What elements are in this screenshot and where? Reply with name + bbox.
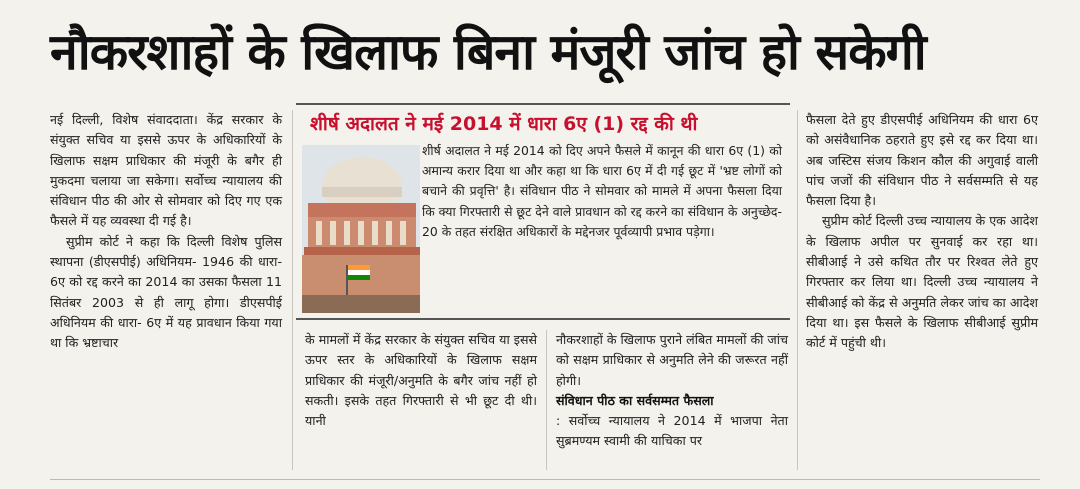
bottom-divider <box>50 479 1040 480</box>
col4-paragraph-2: सुप्रीम कोर्ट दिल्ली उच्च न्यायालय के एक आदेश के खिलाफ अपील पर सुनवाई कर रहा था। सीबीआई ने उसे कथित तौर पर रिश्वत लेते हुए गिरफ्तार कर लिया था। दिल्ली उच्च न्यायालय ने सीबीआई को केंद्र से अनुमति लेकर जांच का आदेश दिया था। इस फैसले के खिलाफ सीबीआई सुप्रीम कोर्ट में पहुंची थी। <box>806 213 1038 351</box>
column-1 <box>50 110 282 354</box>
col3-paragraph-1: नौकरशाहों के खिलाफ पुराने लंबित मामलों की जांच को सक्षम प्राधिकार से अनुमति लेने की जरूरत नहीं होगी। <box>556 332 789 388</box>
column-4 <box>806 110 1038 354</box>
feature-box-text: शीर्ष अदालत ने मई 2014 को दिए अपने फैसले में कानून की धारा 6ए (1) को अमान्य करार दिया था और कहा था कि धारा 6ए में दी गई छूट में 'भ्रष्ट लोगों को बचाने की प्रवृत्ति' है। संविधान पीठ ने सोमवार को मामले में अपना फैसला दिया कि क्या गिरफ्तारी से छूट देने वाले प्रावधान को रद्द करने का संविधान के अनुच्छेद- 20 के तहत संरक्षित अधिकारों के मद्देनजर पूर्वव्यापी प्रभाव पड़ेगा। <box>422 143 782 239</box>
col3-subhead: संविधान पीठ का सर्वसम्मत फैसला <box>556 392 714 408</box>
col1-paragraph-1: नई दिल्ली, विशेष संवाददाता। केंद्र सरकार के संयुक्त सचिव या इससे ऊपर के अधिकारियों के खिलाफ सक्षम प्राधिकार की मंजूरी के बगैर ही मुकदमा चलाया जा सकेगा। सर्वोच्च न्यायालय की संविधान पीठ की ओर से सोमवार को दिए गए एक फैसले में यह व्यवस्था दी गई है। <box>50 112 282 229</box>
headline: नौकरशाहों के खिलाफ बिना मंजूरी जांच हो सकेगी <box>50 23 926 81</box>
col4-paragraph-1: फैसला देते हुए डीएसपीई अधिनियम की धारा 6ए को असंवैधानिक ठहराते हुए इसे रद्द कर दिया था। अब जस्टिस संजय किशन कौल की अगुवाई वाली पांच जजों की संविधान पीठ ने सर्वसम्मति से यह फैसला दिया है। <box>806 112 1038 209</box>
feature-box-title: शीर्ष अदालत ने मई 2014 में धारा 6ए (1) रद्द की थी <box>310 113 698 135</box>
col3-paragraph-2: : सर्वोच्च न्यायालय ने 2014 में भाजपा नेता सुब्रमण्यम स्वामी की याचिका पर <box>556 413 788 449</box>
supreme-court-building-icon <box>302 145 420 313</box>
col1-paragraph-2: सुप्रीम कोर्ट ने कहा कि दिल्ली विशेष पुलिस स्थापना (डीएसपीई) अधिनियम- 1946 की धारा- 6ए को रद्द करने का 2014 का उसका फैसला 11 सितंबर 2003 से ही लागू होगा। डीएसपीई अधिनियम की धारा- 6ए में यह प्रावधान किया गया था कि भ्रष्टाचार <box>50 233 282 351</box>
column-divider <box>546 330 547 470</box>
col3-subhead-paragraph <box>556 391 788 411</box>
column-divider <box>292 110 293 470</box>
col2-paragraph-1: के मामलों में केंद्र सरकार के संयुक्त सचिव या इससे ऊपर स्तर के अधिकारियों के खिलाफ सक्षम प्राधिकार की मंजूरी/अनुमति के बगैर जांच नहीं हो सकती। इसके तहत गिरफ्तारी से भी छूट दी थी। यानी <box>305 332 537 429</box>
column-3 <box>556 330 788 452</box>
column-divider <box>797 110 798 470</box>
column-2 <box>305 330 537 431</box>
feature-box <box>296 103 790 320</box>
